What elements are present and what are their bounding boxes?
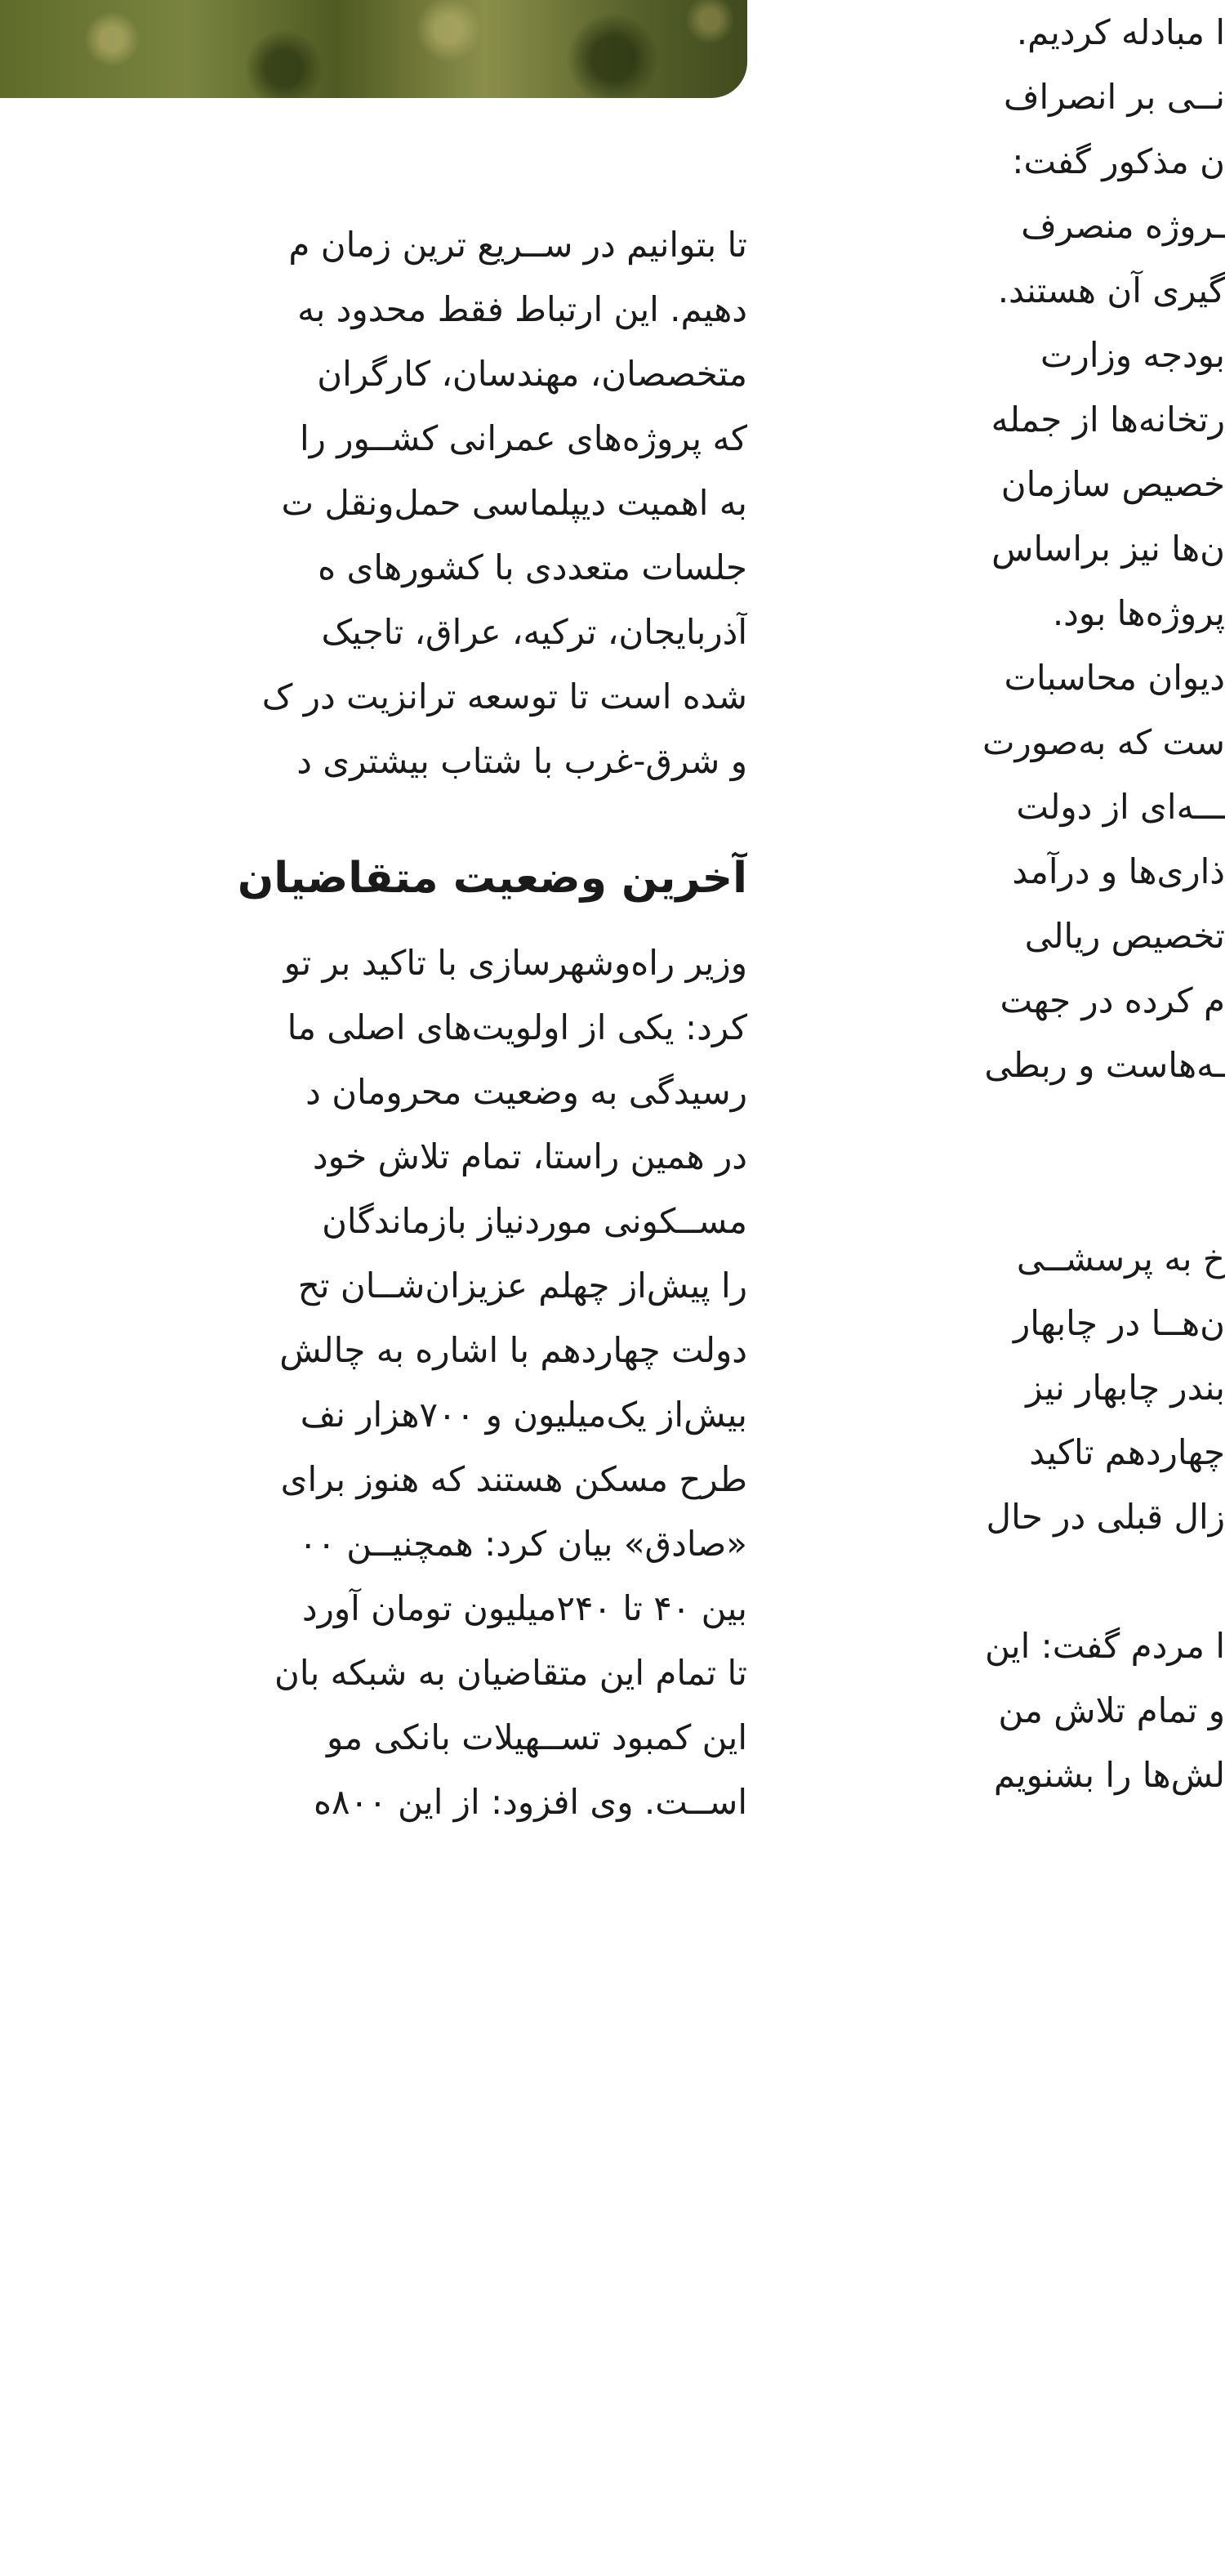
text-line: جلسات متعددی با کشورهای ه [318, 547, 747, 587]
text-line: گیری آن هستند. [997, 270, 1225, 310]
text-line: لش‌ها را بشنویم [993, 1755, 1225, 1795]
text-line: و شرق-غرب با شتاب بیشتری د [296, 741, 747, 781]
text-line: دولت چهاردهم با اشاره به چالش [279, 1330, 747, 1370]
text-line: تا بتوانیم در ســریع ترین زمان م [288, 225, 747, 265]
text-line: تا تمام این متقاضیان به شبکه بان [274, 1653, 747, 1693]
text-line: دیوان محاسبات [1004, 658, 1225, 698]
text-line: متخصصان، مهندسان، کارگران [317, 354, 747, 394]
photo-spacer [0, 0, 747, 212]
right-text-column [867, 0, 1225, 2576]
text-line: ست که به‌صورت [982, 722, 1225, 762]
text-line: طرح مسکن هستند که هنوز برای [280, 1459, 747, 1499]
text-line: چهاردهم تاکید [1029, 1432, 1225, 1472]
text-line: ن‌ها نیز براساس [991, 529, 1225, 569]
text-line: را پیش‌از چهلم عزیزان‌شــان تح [297, 1266, 747, 1306]
text-line: دهیم. این ارتباط فقط محدود به [297, 289, 747, 329]
text-line: ا مردم گفت: این [984, 1626, 1225, 1666]
text-line: ذاری‌ها و درآمد [1012, 851, 1225, 891]
text-line: ـروژه منصرف [1021, 206, 1225, 246]
text-line: وزیر راه‌وشهرسازی با تاکید بر تو [283, 943, 747, 983]
text-line: ن مذکور گفت: [1012, 141, 1225, 181]
text-line: بندر چابهار نیز [1026, 1368, 1225, 1408]
text-line: ا مبادله کردیم. [1016, 12, 1225, 52]
text-line: ن‌هــا در چابهار [1013, 1303, 1225, 1343]
text-line: خ به پرسشــی [1016, 1239, 1225, 1279]
text-line: بودجه وزارت [1040, 335, 1225, 375]
text-line: خصیص سازمان [1000, 464, 1225, 504]
text-line: در همین راستا، تمام تلاش خود [312, 1136, 747, 1176]
text-line: تخصیص ریالی [1024, 916, 1225, 956]
text-line: بیش‌از یک‌میلیون و ۷۰۰هزار نف [300, 1395, 747, 1435]
text-line: به اهمیت دیپلماسی حمل‌ونقل ت [281, 483, 747, 523]
text-line: اســت. وی افزود: از این ۸۰۰ه [313, 1782, 747, 1822]
text-line: مســکونی موردنیاز بازماندگان [322, 1201, 747, 1241]
text-line: شده است تا توسعه ترانزیت در ک [261, 676, 747, 717]
text-line: کرد: یکی از اولویت‌های اصلی ما [287, 1007, 747, 1047]
text-line: زال قبلی در حال [986, 1497, 1225, 1537]
text-line: رسیدگی به وضعیت محرومان د [305, 1072, 747, 1112]
text-line: پروژه‌ها بود. [1052, 593, 1225, 633]
paragraph-gap [867, 1549, 1225, 1614]
section-heading: آخرین وضعیت متقاضیان [237, 854, 747, 903]
text-line: بین ۴۰ تا ۲۴۰میلیون تومان آورد [301, 1588, 747, 1628]
text-line: «صادق» بیان کرد: همچنیــن ۰۰ [298, 1524, 747, 1564]
text-line: آذربایجان، ترکیه، عراق، تاجیک [321, 612, 747, 652]
text-line: و تمام تلاش من [998, 1690, 1225, 1730]
text-line: م کرده در جهت [1000, 980, 1225, 1020]
text-line: رتخانه‌ها از جمله [991, 400, 1225, 440]
text-line: که پروژه‌های عمرانی کشــور را [299, 418, 747, 458]
paragraph-gap [867, 1097, 1225, 1226]
text-line: نــی بر انصراف [1003, 77, 1225, 117]
text-line: این کمبود تســهیلات بانکی مو [326, 1717, 747, 1757]
text-line: ـــه‌ای از دولت [1016, 787, 1225, 827]
text-line: ـه‌هاست و ربطی [984, 1045, 1225, 1085]
